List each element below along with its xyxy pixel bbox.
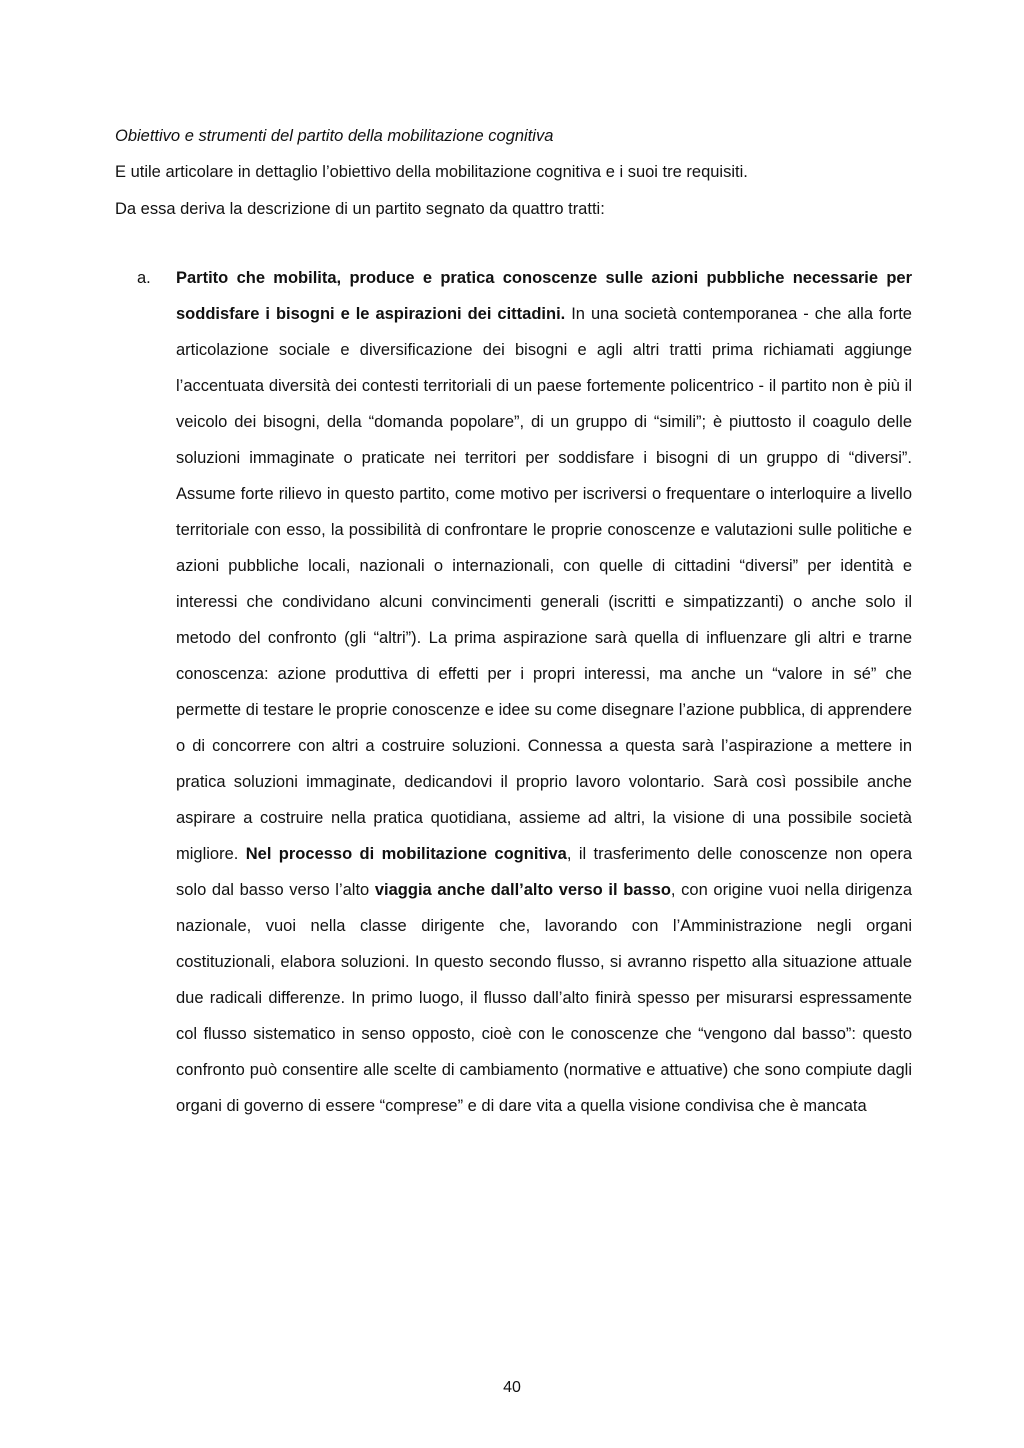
list-item-a-paragraph: [176, 260, 912, 1124]
page-number: 40: [503, 1379, 521, 1396]
list-item-a: [115, 260, 912, 1124]
text-segment-bold-lead: Partito che mobilita, produce e pratica conoscenze sulle azioni pubbliche necessarie per soddisfare i bisogni e le aspirazioni dei cittadini.: [176, 269, 912, 323]
intro-paragraph: [115, 154, 912, 228]
section-heading: Obiettivo e strumenti del partito della mobilitazione cognitiva: [115, 127, 554, 145]
list-item-a-marker: a.: [137, 269, 151, 287]
intro-line-2: Da essa deriva la descrizione di un partito segnato da quattro tratti:: [115, 200, 605, 218]
text-segment-regular-3: , il trasferimento delle conoscenze non opera solo dal basso verso l’alto: [176, 845, 913, 899]
text-segment-bold-4: viaggia anche dall’alto verso il basso: [374, 881, 671, 899]
text-segment-regular-1: In una società contemporanea - che alla forte articolazione sociale e diversificazione dei bisogni e agli altri tratti prima richiamati aggiunge l’accentuata diversità dei contesti territoriali di un paese fortemente policentrico - il partito non è più il veicolo dei bisogni, della “domanda popolare”, di un gruppo di “simili”; è piuttosto il coagulo delle soluzioni immaginate o praticate nei territori per soddisfare i bisogni di un gruppo di “diversi”. Assume forte rilievo in questo partito, come motivo per iscriversi o frequentare o interloquire a livello territoriale con esso, la possibilità di confrontare le proprie conoscenze e valutazioni sulle politiche e azioni pubbliche locali, nazionali o internazionali, con quelle di cittadini “diversi” per identità e interessi che condividano alcuni convincimenti generali (iscritti e simpatizzanti) o anche solo il metodo del confronto (gli “altri”). La prima aspirazione sarà quella di influenzare gli altri e trarne conoscenza: azione produttiva di effetti per i propri interessi, ma anche un “valore in sé” che permette di testare le proprie conoscenze e idee su come disegnare l’azione pubblica, di apprendere o di concorrere con altri a costruire soluzioni. Connessa a questa sarà l’aspirazione a mettere in pratica soluzioni immaginate, dedicandovi il proprio lavoro volontario. Sarà così possibile anche aspirare a costruire nella pratica quotidiana, assieme ad altri, la visione di una possibile società migliore.: [176, 305, 912, 863]
text-segment-bold-2: Nel processo di mobilitazione cognitiva: [245, 845, 567, 863]
text-segment-regular-5: , con origine vuoi nella dirigenza nazionale, vuoi nella classe dirigente che, lavorando con l’Amministrazione negli organi costituzionali, elabora soluzioni. In questo secondo flusso, si avranno rispetto alla situazione attuale due radicali differenze. In primo luogo, il flusso dall’alto finirà spesso per misurarsi espressamente col flusso sistematico in senso opposto, cioè con le conoscenze che “vengono dal basso”: questo confronto può consentire alle scelte di cambiamento (normative e attuative) che sono compiute dagli organi di governo di essere “comprese” e di dare vita a quella visione condivisa che è mancata: [176, 881, 912, 1115]
intro-line-1: E utile articolare in dettaglio l’obiettivo della mobilitazione cognitiva e i suoi tre requisiti.: [115, 163, 748, 181]
